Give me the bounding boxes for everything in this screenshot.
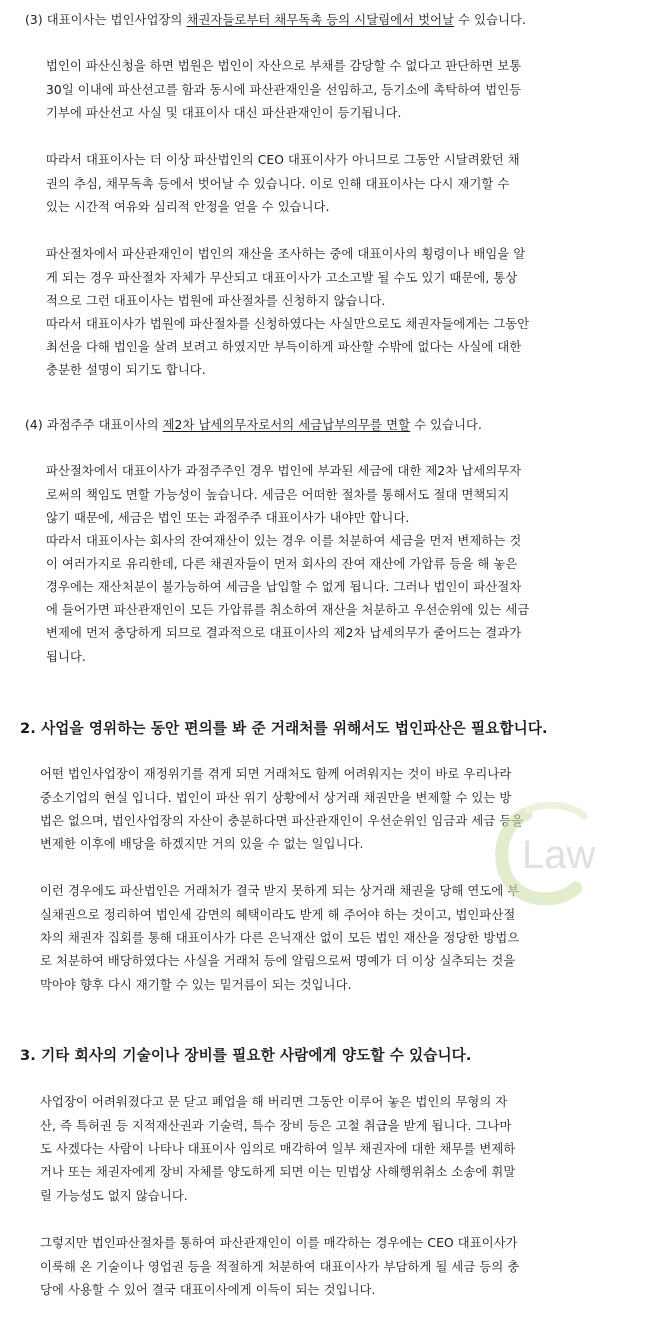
text-line: 로 처분하여 배당하였다는 사실을 거래처 등에 알림으로써 명예가 더 이상 실추되는 것을 [40,954,516,968]
section-3-heading: 3. 기타 회사의 기술이나 장비를 필요한 사람에게 양도할 수 있습니다. [20,1047,472,1064]
text-line: 도 사겠다는 사람이 나타나 대표이사 임의로 매각하여 일부 채권자에 대한 채무를 변제하 [40,1142,516,1156]
item-3-suffix: 수 있습니다. [454,13,527,27]
text-line: 사업장이 어려워졌다고 문 닫고 폐업을 해 버리면 그동안 이루어 놓은 법인의 무형의 자 [40,1095,508,1109]
text-line: 기부에 파산선고 사실 및 대표이사 대신 파산관재인이 등기됩니다. [46,106,402,120]
text-line: 어떤 법인사업장이 재정위기를 겪게 되면 거래처도 함께 어려워지는 것이 바로 우리나라 [40,767,512,781]
text-line: 막아야 향후 다시 재기할 수 있는 밑거름이 되는 것입니다. [40,978,352,992]
text-line: 에 들어가면 파산관재인이 모든 가압류를 취소하여 재산을 처분하고 우선순위에 있는 세금 [46,603,530,617]
text-line: 이런 경우에도 파산법인은 거래처가 결국 받지 못하게 되는 상거래 채권을 당해 연도에 부 [40,884,520,898]
item-4-suffix: 수 있습니다. [410,418,483,432]
item-3-underlined: 채권자들로부터 채무독촉 등의 시달림에서 벗어날 [186,13,455,27]
text-line: 산, 즉 특허권 등 지적재산권과 기술력, 특수 장비 등은 고철 취급을 받게 됩니다. 그나마 [40,1119,512,1133]
text-line: 그렇지만 법인파산절차를 통하여 파산관재인이 이를 매각하는 경우에는 CEO 대표이사가 [40,1236,518,1250]
text-line: 중소기업의 현실 입니다. 법인이 파산 위기 상황에서 상거래 채권만을 변제할 수 있는 방 [40,791,512,805]
item-4-underlined: 제2차 납세의무자로서의 세금납부의무를 면할 [162,418,411,432]
watermark-arc [528,805,584,816]
text-line: 변제에 먼저 충당하게 되므로 결과적으로 대표이사의 제2차 납세의무가 줄어드는 결과가 [46,626,522,640]
text-line: 파산절차에서 대표이사가 과점주주인 경우 법인에 부과된 세금에 대한 제2차 납세의무자 [46,464,522,478]
text-line: 변제한 이후에 배당을 하겠지만 거의 있을 수 없는 일입니다. [40,837,364,851]
text-line: 게 되는 경우 파산절차 자체가 무산되고 대표이사가 고소고발 될 수도 있기 때문에, 통상 [46,271,518,285]
text-line: 됩니다. [46,650,86,664]
text-line: 파산절차에서 파산관재인이 법인의 재산을 조사하는 중에 대표이사의 횡령이나 배임을 알 [46,247,526,261]
text-line: 따라서 대표이사는 더 이상 파산법인의 CEO 대표이사가 아니므로 그동안 시달려왔던 채 [46,153,520,167]
text-line: 않기 때문에, 세금은 법인 또는 과점주주 대표이사가 내야만 합니다. [46,511,410,525]
text-line: 30일 이내에 파산선고를 함과 동시에 파산관재인을 선임하고, 등기소에 촉탁하여 법인등 [46,83,522,97]
text-line: 이 여러가지로 유리한데, 다른 채권자들이 먼저 회사의 잔여 재산에 가압류 등을 해 놓은 [46,557,518,571]
text-line: 권의 추심, 채무독촉 등에서 벗어날 수 있습니다. 이로 인해 대표이사는 다시 재기할 수 [46,177,510,191]
text-line: 법인이 파산신청을 하면 법원은 법인이 자산으로 부채를 감당할 수 없다고 판단하면 보통 [46,59,522,73]
text-line: 로써의 책임도 면할 가능성이 높습니다. 세금은 어떠한 절차를 통해서도 절대 면책되지 [46,488,510,502]
watermark-text: Law [522,833,596,877]
text-line: 적으로 그런 대표이사는 법원에 파산절차를 신청하지 않습니다. [46,294,386,308]
text-line: 있는 시간적 여유와 심리적 안정을 얻을 수 있습니다. [46,200,330,214]
text-line: 당에 사용할 수 있어 결국 대표이사에게 이득이 되는 것입니다. [40,1283,376,1297]
text-line: 차의 채권자 집회를 통해 대표이사가 다른 은닉재산 없이 모든 법인 재산을 정당한 방법으 [40,931,520,945]
text-line: 따라서 대표이사가 법원에 파산절차를 신청하였다는 사실만으로도 채권자들에게는 그동안 [46,317,530,331]
item-3-heading [25,11,526,29]
text-line: 법은 없으며, 법인사업장의 자산이 충분하다면 파산관재인이 우선순위인 임금과 세금 등을 [40,814,524,828]
text-line: 이룩해 온 기술이나 영업권 등을 적절하게 처분하여 대표이사가 부담하게 될 세금 등의 충 [40,1260,520,1274]
text-line: 거나 또는 채권자에게 장비 자체를 양도하게 되면 이는 민법상 사해행위취소 소송에 휘말 [40,1165,516,1179]
text-line: 최선을 다해 법인을 살려 보려고 하였지만 부득이하게 파산할 수밖에 없다는 사실에 대한 [46,340,522,354]
item-3-prefix: (3) 대표이사는 법인사업장의 [25,13,187,27]
item-4-prefix: (4) 과점주주 대표이사의 [25,418,163,432]
text-line: 경우에는 재산처분이 불가능하여 세금을 납입할 수 없게 됩니다. 그러나 법인이 파산절차 [46,580,522,594]
text-line: 릴 가능성도 없지 않습니다. [40,1189,188,1203]
section-2-heading: 2. 사업을 영위하는 동안 편의를 봐 준 거래처를 위해서도 법인파산은 필요합니다. [20,720,548,737]
item-4-heading [25,416,482,434]
text-line: 충분한 설명이 되기도 합니다. [46,363,206,377]
text-line: 따라서 대표이사는 회사의 잔여재산이 있는 경우 이를 처분하여 세금을 먼저 변제하는 것 [46,534,522,548]
text-line: 실채권으로 정리하여 법인세 감면의 혜택이라도 받게 해 주어야 하는 것이고, 법인파산절 [40,908,516,922]
